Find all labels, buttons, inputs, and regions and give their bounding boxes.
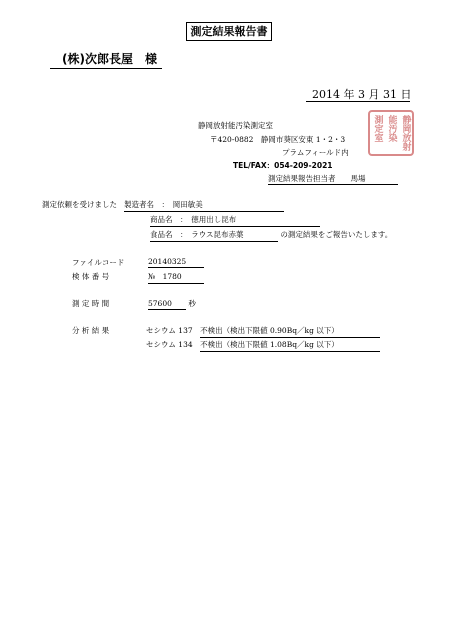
date-underline <box>306 101 410 102</box>
results-label: 分 析 結 果 <box>72 326 110 335</box>
stamp-column-2: 能汚染 <box>386 115 397 142</box>
report-date: 2014 年 3 月 31 日 <box>312 88 412 101</box>
stamp-column-3: 測定室 <box>372 115 383 142</box>
person-label: 測定結果報告担当者 <box>268 174 336 183</box>
food-field <box>150 229 278 242</box>
product-value: 徳用出し昆布 <box>191 215 237 224</box>
result-row <box>146 339 380 352</box>
duration-unit: 秒 <box>188 299 196 308</box>
manufacturer-row <box>124 199 284 212</box>
stamp-column-1: 静岡放射 <box>400 115 411 151</box>
result-row <box>146 325 380 338</box>
food-label: 食品名 ： <box>150 230 184 239</box>
person-underline <box>268 184 398 185</box>
result-nuclide: セシウム 134 <box>146 340 193 349</box>
file-code-label: ファイルコード <box>72 258 125 267</box>
seal-stamp <box>368 110 414 156</box>
person-name: 馬場 <box>350 174 366 183</box>
sample-number-label: 検 体 番 号 <box>72 272 110 281</box>
file-code-value: 20140325 <box>148 257 204 268</box>
addressee-underline <box>50 68 162 69</box>
page-title: 測定結果報告書 <box>186 22 272 41</box>
request-lead: 測定依頼を受けました <box>42 200 117 209</box>
result-value: 不検出（検出下限値 0.90Bq／kg 以下） <box>200 325 380 338</box>
result-value: 不検出（検出下限値 1.08Bq／kg 以下） <box>200 339 380 352</box>
food-value: ラウス昆布赤葉 <box>191 230 244 239</box>
duration-label: 測 定 時 間 <box>72 299 110 308</box>
duration-value: 57600 <box>148 299 186 310</box>
sample-number-value: № 1780 <box>148 271 204 284</box>
addressee: (株)次郎長屋 様 <box>62 52 157 66</box>
duration-row <box>148 298 196 310</box>
request-trailing: の測定結果をご報告いたします。 <box>280 230 393 239</box>
issuer-name: 静岡放射能汚染測定室 <box>198 121 273 130</box>
manufacturer-label: 製造者名 ： <box>124 200 166 209</box>
issuer-address-line1: 〒420-0882 静岡市葵区安東 1・2・3 <box>210 135 346 144</box>
result-nuclide: セシウム 137 <box>146 326 193 335</box>
manufacturer-value: 岡田敏美 <box>172 200 203 209</box>
product-label: 商品名 ： <box>150 215 184 224</box>
issuer-tel-fax: TEL/FAX：054-209-2021 <box>233 161 333 170</box>
issuer-address-line2: プラムフィールド内 <box>282 148 349 157</box>
food-row <box>150 229 392 242</box>
product-row <box>150 214 320 227</box>
issuer-person <box>268 173 366 184</box>
